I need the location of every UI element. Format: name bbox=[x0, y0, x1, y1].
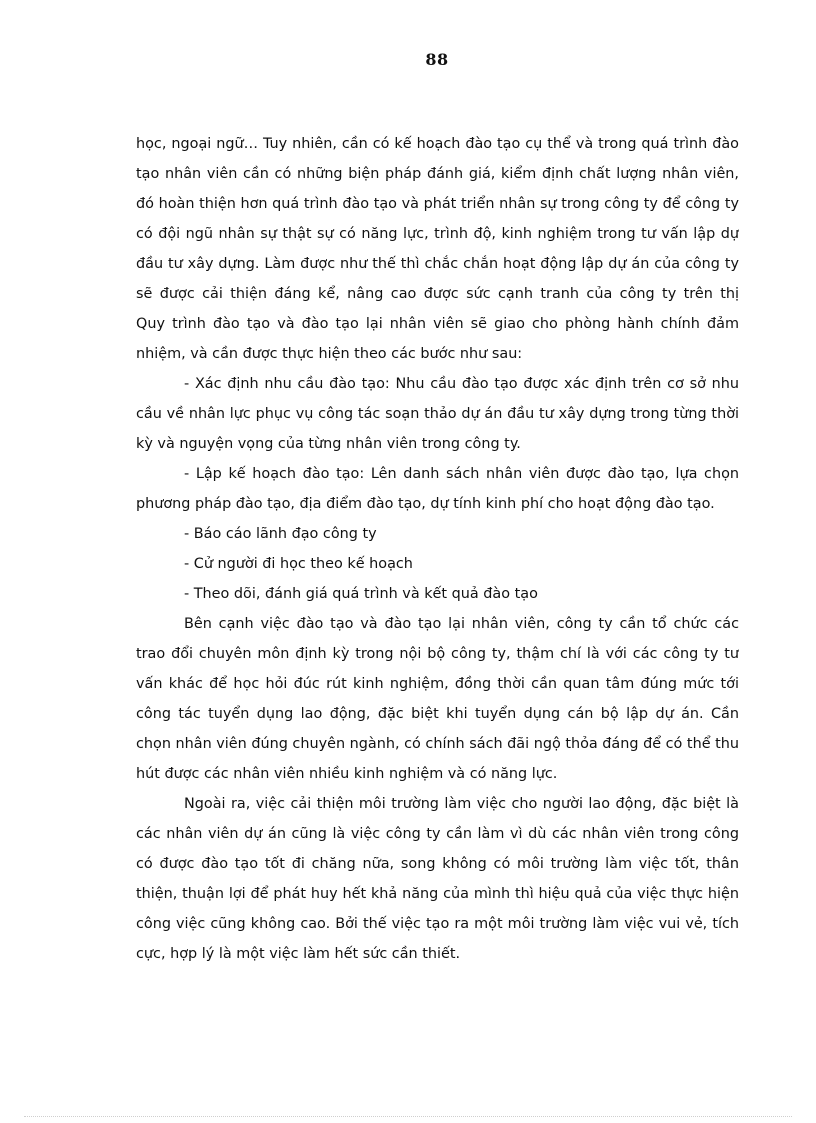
text-line: thiện, thuận lợi để phát huy hết khả năng của mình thì hiệu quả của việc thực hiện bbox=[136, 886, 739, 902]
text-line: - Xác định nhu cầu đào tạo: Nhu cầu đào tạo được xác định trên cơ sở nhu bbox=[184, 376, 739, 392]
text-line: trao đổi chuyên môn định kỳ trong nội bộ công ty, thậm chí là với các công ty tư bbox=[136, 646, 739, 662]
text-line: cực, hợp lý là một việc làm hết sức cần thiết. bbox=[136, 946, 461, 962]
page-number: 88 bbox=[425, 50, 449, 69]
text-line: sẽ được cải thiện đáng kể, nâng cao được sức cạnh tranh của công ty trên thị bbox=[136, 286, 739, 302]
text-line: hút được các nhân viên nhiều kinh nghiệm và có năng lực. bbox=[136, 766, 558, 782]
text-line: công tác tuyển dụng lao động, đặc biệt khi tuyển dụng cán bộ lập dự án. Cần bbox=[136, 706, 739, 722]
text-line: Quy trình đào tạo và đào tạo lại nhân viên sẽ giao cho phòng hành chính đảm bbox=[136, 316, 739, 332]
text-line: đầu tư xây dựng. Làm được như thế thì chắc chắn hoạt động lập dự án của công ty bbox=[136, 256, 739, 272]
text-line: học, ngoại ngữ… Tuy nhiên, cần có kế hoạch đào tạo cụ thể và trong quá trình đào bbox=[136, 136, 739, 152]
text-line: vấn khác để học hỏi đúc rút kinh nghiệm, đồng thời cần quan tâm đúng mức tới bbox=[136, 676, 739, 692]
text-line: - Theo dõi, đánh giá quá trình và kết quả đào tạo bbox=[184, 586, 538, 602]
text-line: có được đào tạo tốt đi chăng nữa, song không có môi trường làm việc tốt, thân bbox=[136, 856, 739, 872]
text-line: - Báo cáo lãnh đạo công ty bbox=[184, 526, 377, 542]
text-line: đó hoàn thiện hơn quá trình đào tạo và phát triển nhân sự trong công ty để công ty bbox=[136, 196, 739, 212]
text-line: Ngoài ra, việc cải thiện môi trường làm việc cho người lao động, đặc biệt là bbox=[184, 796, 739, 812]
text-line: kỳ và nguyện vọng của từng nhân viên trong công ty. bbox=[136, 436, 521, 452]
text-line: - Lập kế hoạch đào tạo: Lên danh sách nhân viên được đào tạo, lựa chọn bbox=[184, 466, 739, 482]
text-line: nhiệm, và cần được thực hiện theo các bước như sau: bbox=[136, 346, 523, 362]
text-line: chọn nhân viên đúng chuyên ngành, có chính sách đãi ngộ thỏa đáng để có thể thu bbox=[136, 736, 739, 752]
text-line: các nhân viên dự án cũng là việc công ty cần làm vì dù các nhân viên trong công bbox=[136, 826, 739, 842]
text-line: phương pháp đào tạo, địa điểm đào tạo, dự tính kinh phí cho hoạt động đào tạo. bbox=[136, 496, 715, 512]
text-line: cầu về nhân lực phục vụ công tác soạn thảo dự án đầu tư xây dựng trong từng thời bbox=[136, 406, 739, 422]
text-line: tạo nhân viên cần có những biện pháp đánh giá, kiểm định chất lượng nhân viên, bbox=[136, 166, 739, 182]
text-line: Bên cạnh việc đào tạo và đào tạo lại nhân viên, công ty cần tổ chức các bbox=[184, 616, 739, 632]
text-line: - Cử người đi học theo kế hoạch bbox=[184, 556, 413, 572]
text-line: công việc cũng không cao. Bởi thế việc tạo ra một môi trường làm việc vui vẻ, tích bbox=[136, 916, 739, 932]
page-bottom-divider bbox=[24, 1116, 792, 1117]
body-text bbox=[136, 129, 739, 969]
text-line: có đội ngũ nhân sự thật sự có năng lực, trình độ, kinh nghiệm trong tư vấn lập dự bbox=[136, 226, 739, 242]
